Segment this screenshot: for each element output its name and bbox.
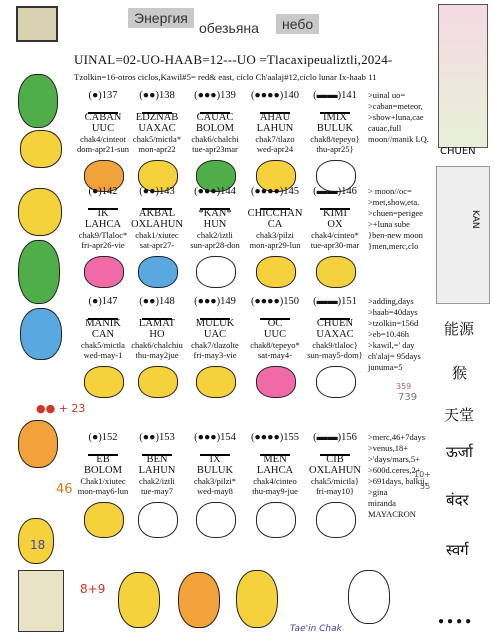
day-cell (186, 186, 244, 250)
left-glyph-5 (20, 308, 62, 360)
day-cell (246, 296, 304, 360)
bar-symbol (74, 307, 132, 318)
chak-label: Chak1/xiutec (80, 476, 126, 486)
mayan-number: UUC (263, 329, 287, 340)
left-glyph-8 (18, 570, 64, 632)
day-cell (128, 432, 186, 496)
day-number: (●●)143 (139, 186, 175, 197)
day-glyph (196, 256, 236, 288)
day-cell (246, 186, 304, 250)
day-glyph (84, 502, 124, 538)
row-note: >691days, balkij, (368, 476, 427, 486)
mayan-number: CAN (91, 329, 115, 340)
bar-symbol (306, 101, 364, 112)
date-label: fri-may3-vie (193, 350, 237, 360)
day-cell (246, 432, 304, 496)
mayan-number: OXLAHUN (131, 219, 183, 230)
day-cell (186, 296, 244, 360)
day-glyph (196, 366, 236, 398)
mayan-number: UUC (91, 123, 115, 134)
day-name: CABAN (84, 112, 122, 123)
left-glyph-2 (20, 130, 62, 168)
chuen-label: CHUEN (440, 146, 476, 157)
left-glyph-6 (18, 420, 58, 468)
day-name: MANIK (85, 318, 121, 329)
day-cell (128, 186, 186, 250)
bar-symbol (128, 101, 186, 112)
mayan-number: UAXAC (316, 329, 354, 340)
chak-label: chak8/tepeyo* (250, 340, 300, 350)
day-name: CIB (326, 454, 344, 465)
chak-label: chak3/pilzi* (193, 476, 236, 486)
chak-label: chak9/tlaloc} (312, 340, 358, 350)
row-note: moon//manik LQ. (368, 134, 429, 144)
date-label: mon-apr29-lun (249, 240, 301, 250)
day-number: (●●●●)150 (250, 296, 300, 307)
day-number: (●●●)154 (194, 432, 236, 443)
day-glyph (256, 502, 296, 538)
chak-label: chak9/Tlaloc* (78, 230, 128, 240)
row-note: miranda (368, 498, 396, 508)
banner-sky: небо (276, 14, 319, 34)
row-note: cauac,full (368, 123, 402, 133)
chak-label: chak4/cinteo (253, 476, 297, 486)
mayan-number: HUN (203, 219, 227, 230)
chak-label: chak6/chalchiu (131, 340, 183, 350)
date-label: thu-may9-jue (252, 486, 298, 496)
row-note: >kawil,=' day (368, 340, 415, 350)
mayan-number: UAXAC (138, 123, 176, 134)
day-cell (74, 296, 132, 360)
day-name: AKBAL (138, 208, 176, 219)
chinese-monkey: 猴 (452, 364, 468, 382)
day-name: MEN (263, 454, 287, 465)
date-label: thu-may2jue (135, 350, 179, 360)
chak-label: chak7/tlazo (255, 134, 295, 144)
chak-label: chak5/mictla* (132, 134, 182, 144)
row-note: >venus,18+ (368, 443, 409, 453)
margin-number-359: 359 (396, 382, 412, 391)
date-label: mon-may6-lun (77, 486, 129, 496)
day-cell (186, 90, 244, 154)
row-note: ch'alaj= 95days (368, 351, 421, 361)
signature: Tae'in Chak (290, 624, 342, 634)
bar-symbol (246, 101, 304, 112)
day-cell (74, 432, 132, 496)
day-name: CAUAC (196, 112, 234, 123)
bar-symbol (306, 197, 364, 208)
mayan-number: UAC (203, 329, 227, 340)
left-glyph-1 (18, 74, 58, 128)
left-glyph-4 (18, 240, 60, 304)
day-cell (128, 90, 186, 154)
maya-figure-image-top-right (438, 4, 488, 148)
day-glyph (316, 502, 356, 538)
mayan-number: LAHUN (256, 123, 294, 134)
chak-label: chak3/pilzi (256, 230, 294, 240)
day-name: IK (97, 208, 109, 219)
chak-label: chak4/cinteot (80, 134, 126, 144)
date-label: sat-may4- (258, 350, 292, 360)
day-number: (●●)153 (139, 432, 175, 443)
date-label: tue-may7 (140, 486, 174, 496)
maya-glyph-image-top-left (16, 6, 58, 42)
date-label: fri-may10} (315, 486, 355, 496)
dots-decoration: ●●●● (438, 616, 475, 627)
bar-symbol (128, 443, 186, 454)
mayan-number: LAHUN (138, 465, 176, 476)
mayan-number: OX (327, 219, 343, 230)
mayan-number: OXLAHUN (309, 465, 361, 476)
bar-symbol (186, 197, 244, 208)
date-label: dom-apr21-sun (77, 144, 129, 154)
row-note: >chuen=perigee (368, 208, 423, 218)
day-name: IMIX (323, 112, 347, 123)
bottom-glyph-2 (178, 572, 220, 628)
day-number: (●●)148 (139, 296, 175, 307)
day-name: MULUK (195, 318, 235, 329)
row-note: > moon//oc= (368, 186, 412, 196)
bar-symbol (74, 101, 132, 112)
row-note: >'days/mars,5+ (368, 454, 420, 464)
day-glyph (316, 366, 356, 398)
day-number: (●●●●)140 (250, 90, 300, 101)
chak-label: chak1/xiutec (135, 230, 179, 240)
day-cell (246, 90, 304, 154)
day-number: (●●●●)145 (250, 186, 300, 197)
day-cell (186, 432, 244, 496)
bar-symbol (74, 443, 132, 454)
mayan-number: CA (267, 219, 283, 230)
bottom-glyph-1 (118, 572, 160, 628)
row-note: junuma=5 (368, 362, 403, 372)
day-number: (●)147 (88, 296, 118, 307)
hindi-energy: ऊर्जा (446, 443, 473, 461)
row-note: }ben-new moon (368, 230, 423, 240)
date-label: tue-apr23mar (192, 144, 238, 154)
row-note: >+luna sube (368, 219, 410, 229)
chak-label: chak2/iztli (197, 230, 233, 240)
day-number: (●●●)149 (194, 296, 236, 307)
day-glyph (138, 366, 178, 398)
margin-number-55: 55 (420, 482, 431, 491)
chinese-heaven: 天堂 (444, 406, 475, 424)
bar-symbol (306, 443, 364, 454)
bar-symbol (246, 443, 304, 454)
bar-symbol (246, 307, 304, 318)
mayan-number: BULUK (196, 465, 234, 476)
left-glyph-3 (18, 188, 62, 236)
margin-number-46: 46 (56, 482, 73, 497)
banner-monkey: обезьяна (199, 20, 259, 36)
margin-number-8-9: 8+9 (80, 582, 106, 596)
hindi-monkey: बंदर (446, 491, 469, 509)
mayan-number: LAHCA (256, 465, 294, 476)
row-note: >merc,46+7days (368, 432, 426, 442)
day-cell (74, 186, 132, 250)
day-name: EB (96, 454, 110, 465)
row-note: >uinal uo= (368, 90, 406, 100)
bar-symbol (186, 307, 244, 318)
row-note: >tzolkin=156d (368, 318, 419, 328)
mayan-number: HO (149, 329, 165, 340)
date-label: wed-apr24 (256, 144, 294, 154)
date-label: fri-apr26-vie (81, 240, 125, 250)
chak-label: chak2/iztli (139, 476, 175, 486)
bar-symbol (186, 443, 244, 454)
date-label: wed-may8 (197, 486, 233, 496)
row-note: >adding,days (368, 296, 414, 306)
day-name: EDZNAB (135, 112, 179, 123)
page-title: UINAL=02-UO-HAAB=12---UO =Tlacaxipeualiztli,2024- (74, 52, 393, 67)
chak-label: chak5/mictla} (311, 476, 359, 486)
margin-number-10: 10+ (414, 470, 431, 479)
date-label: sun-may5-dom} (307, 350, 363, 360)
chak-label: chak8/tepeyo} (310, 134, 360, 144)
day-name: OC (267, 318, 283, 329)
day-name: BEN (146, 454, 168, 465)
date-label: thu-apr25} (316, 144, 354, 154)
day-number: (▬▬)151 (313, 296, 357, 307)
mayan-number: LAHCA (84, 219, 122, 230)
chak-label: chak5/mictla (81, 340, 125, 350)
day-number: (●●●)144 (194, 186, 236, 197)
day-name: AHAU (259, 112, 291, 123)
day-cell (74, 90, 132, 154)
margin-number-739: 739 (398, 392, 418, 403)
mayan-number: BOLOM (84, 465, 122, 476)
day-number: (●●)138 (139, 90, 175, 101)
day-glyph (138, 502, 178, 538)
day-number: (●)137 (88, 90, 118, 101)
day-glyph (84, 366, 124, 398)
bar-symbol (306, 307, 364, 318)
day-name: CHICCHAN (247, 208, 303, 219)
day-number: (●)142 (88, 186, 118, 197)
bar-symbol (186, 101, 244, 112)
row-note: >caban=meteor, (368, 101, 423, 111)
day-number: (●●●●)155 (250, 432, 300, 443)
day-cell (306, 296, 364, 360)
bar-symbol (128, 197, 186, 208)
chak-label: chak4/cinteo* (311, 230, 359, 240)
day-number: (●●●)139 (194, 90, 236, 101)
mayan-number: BOLOM (196, 123, 234, 134)
day-glyph (256, 256, 296, 288)
row-note: >gina (368, 487, 388, 497)
row-note: >600d.ceres,2+ (368, 465, 421, 475)
day-name: *KAN* (198, 208, 232, 219)
day-glyph (138, 256, 178, 288)
margin-number-23: ●● + 23 (36, 402, 86, 415)
bar-symbol (246, 197, 304, 208)
day-number: (●)152 (88, 432, 118, 443)
bar-symbol (74, 197, 132, 208)
date-label: wed-may-1 (83, 350, 123, 360)
bottom-glyph-3 (236, 570, 278, 628)
bar-symbol (128, 307, 186, 318)
day-name: LAMAT (138, 318, 176, 329)
row-note: }men,merc,clo (368, 241, 419, 251)
page-subtitle: Tzolkin=16-otros ciclos,Kawil#5= red& east, ciclo Ch'aalaj#12,ciclo lunar Ix-haab 11 (74, 72, 377, 82)
chak-label: chak6/chalchi (191, 134, 239, 144)
day-glyph (316, 256, 356, 288)
day-number: (▬▬)156 (313, 432, 357, 443)
banner-energy: Энергия (128, 8, 194, 28)
day-number: (▬▬)146 (313, 186, 357, 197)
day-cell (306, 90, 364, 154)
kan-label: KAN (470, 210, 480, 229)
row-note: >eb=10.46h (368, 329, 409, 339)
day-number: (▬▬)141 (313, 90, 357, 101)
hindi-heaven: स्वर्ग (446, 541, 469, 559)
chak-label: chak7/tlazolte (191, 340, 239, 350)
date-label: mon-apr22 (138, 144, 176, 154)
day-name: CHUEN (316, 318, 354, 329)
day-name: KIMI (323, 208, 347, 219)
day-glyph (256, 366, 296, 398)
bottom-glyph-4 (348, 570, 390, 624)
row-note: >met,show,eta. (368, 197, 420, 207)
mayan-number: BULUK (316, 123, 354, 134)
day-glyph (196, 502, 236, 538)
day-cell (306, 432, 364, 496)
chinese-energy: 能源 (444, 320, 475, 338)
date-label: sun-apr28-don (190, 240, 240, 250)
row-note: MAYACRON (368, 509, 416, 519)
day-name: IX (209, 454, 221, 465)
date-label: sat-apr27- (139, 240, 175, 250)
margin-number-18: 18 (30, 538, 46, 552)
day-cell (306, 186, 364, 250)
row-note: >haab=40days (368, 307, 418, 317)
date-label: tue-apr30-mar (310, 240, 360, 250)
row-note: >show+luna,cae (368, 112, 424, 122)
day-cell (128, 296, 186, 360)
kan-figure-image (436, 166, 490, 304)
day-glyph (84, 256, 124, 288)
